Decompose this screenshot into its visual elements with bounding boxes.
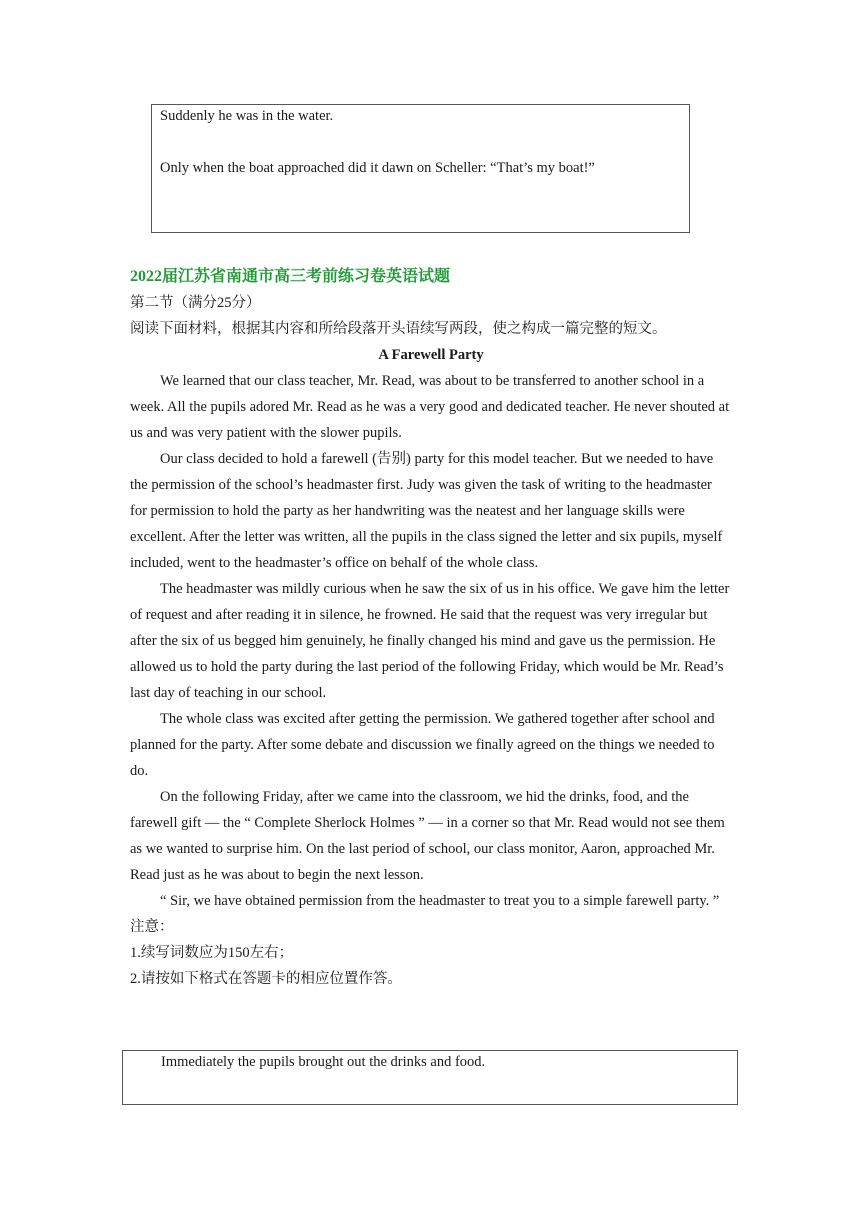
story-paragraph: Our class decided to hold a farewell (告别) party for this model teacher. But we needed to have the permission of the school’s headmaster first. Judy was given the task of writing to the headmaster for permission to hold the party as her handwriting was the neatest and her language skills were excellent. After the letter was written, all the pupils in the class signed the letter and six pupils, myself included, went to the headmaster’s office on behalf of the whole class. — [130, 451, 723, 571]
answer-box-continuation — [122, 1050, 738, 1105]
instruction-text: 阅读下面材料，根据其内容和所给段落开头语续写两段，使之构成一篇完整的短文。 — [130, 321, 667, 337]
document-body — [130, 264, 732, 992]
story-title: A Farewell Party — [378, 347, 484, 363]
document-title: 2022届江苏省南通市高三考前练习卷英语试题 — [130, 268, 451, 285]
answer-box-previous — [151, 104, 690, 233]
section-heading: 第二节（满分25分） — [130, 295, 261, 311]
story-paragraph: We learned that our class teacher, Mr. Read, was about to be transferred to another school in a week. All the pupils adored Mr. Read as he was a very good and dedicated teacher. He never shouted at us and was very patient with the slower pupils. — [130, 373, 730, 441]
story-paragraph: “ Sir, we have obtained permission from the headmaster to treat you to a simple farewell party. ” — [160, 893, 720, 909]
note-label: 注意： — [130, 919, 174, 935]
story-paragraph: On the following Friday, after we came into the classroom, we hid the drinks, food, and the farewell gift — the “ Complete Sherlock Holmes ” — in a corner so that Mr. Read would not see them as we wanted to surprise him. On the last period of school, our class monitor, Aaron, approached Mr. Read just as he was about to begin the next lesson. — [130, 789, 725, 883]
continuation-opening-line: Immediately the pupils brought out the drinks and food. — [161, 1054, 486, 1070]
story-paragraph: The headmaster was mildly curious when he saw the six of us in his office. We gave him the letter of request and after reading it in silence, he frowned. He said that the request was very irregular but after the six of us begged him genuinely, he finally changed his mind and gave us the permission. He allowed us to hold the party during the last period of the following Friday, which would be Mr. Read’s last day of teaching in our school. — [130, 581, 730, 701]
answer-box-line-1: Suddenly he was in the water. — [160, 108, 334, 124]
note-item-1: 1.续写词数应为150左右； — [130, 945, 294, 961]
answer-box-line-2: Only when the boat approached did it dawn on Scheller: “That’s my boat!” — [160, 160, 595, 176]
note-item-2: 2.请按如下格式在答题卡的相应位置作答。 — [130, 971, 402, 987]
story-paragraph: The whole class was excited after getting the permission. We gathered together after school and planned for the party. After some debate and discussion we finally agreed on the things we needed to do. — [130, 711, 715, 779]
